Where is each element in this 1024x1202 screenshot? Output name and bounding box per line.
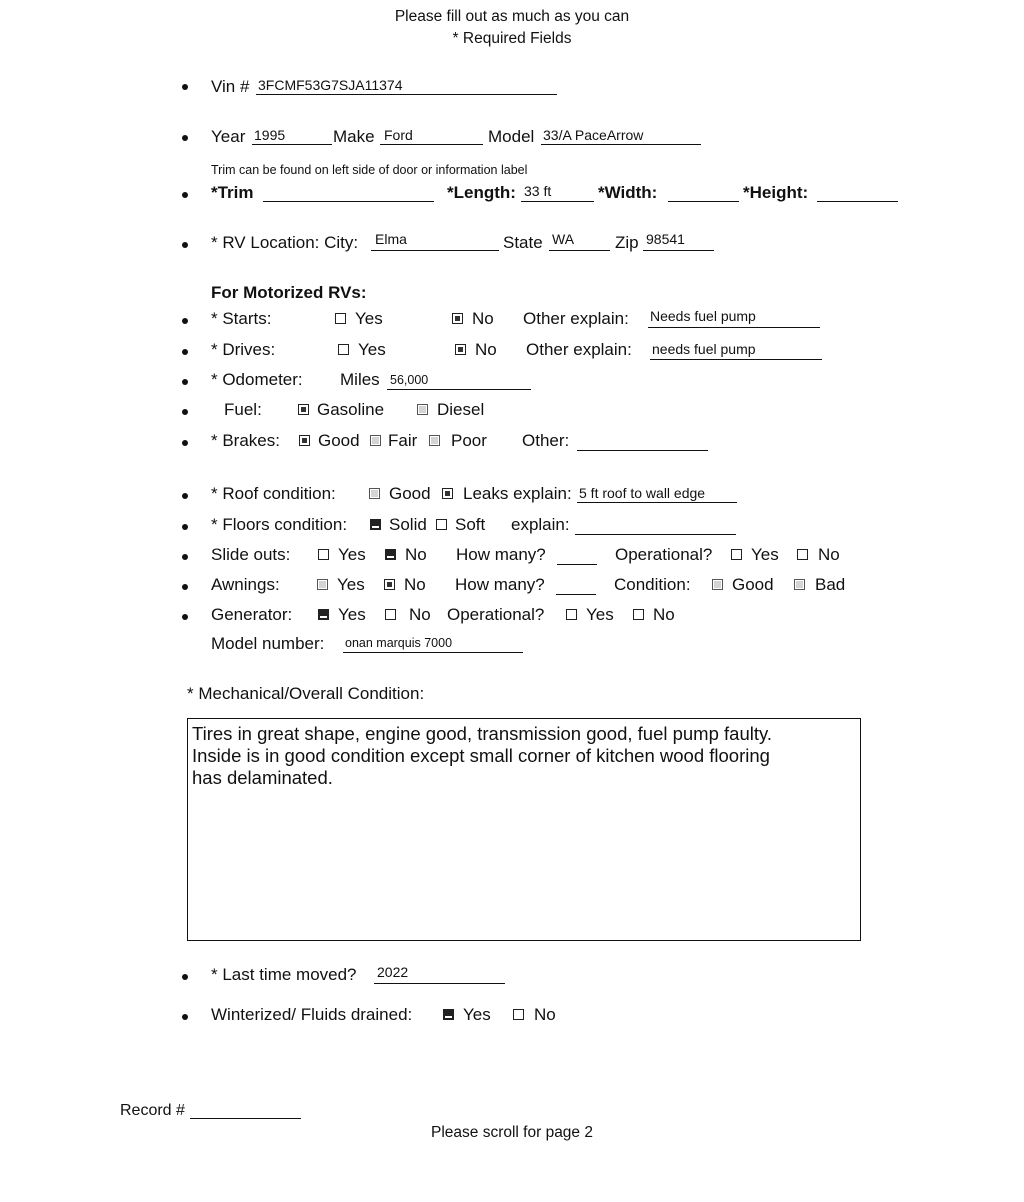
drives-yes-checkbox[interactable] bbox=[338, 344, 349, 355]
roof-leaks-value[interactable]: 5 ft roof to wall edge bbox=[579, 485, 706, 501]
floors-solid-checkbox[interactable] bbox=[370, 519, 381, 530]
bullet bbox=[182, 135, 188, 141]
generator-op-no-label: No bbox=[653, 605, 675, 624]
bullet bbox=[182, 349, 188, 355]
last-moved-value[interactable]: 2022 bbox=[377, 964, 409, 980]
drives-other-value[interactable]: needs fuel pump bbox=[652, 341, 756, 357]
header-line-1: Please fill out as much as you can bbox=[394, 8, 630, 25]
slide-outs-operational-label: Operational? bbox=[615, 545, 713, 564]
bullet bbox=[182, 974, 188, 980]
floors-label: * Floors condition: bbox=[211, 515, 348, 534]
roof-leaks-label: Leaks explain: bbox=[463, 484, 572, 503]
slide-outs-yes-label: Yes bbox=[338, 545, 366, 564]
height-label: *Height: bbox=[743, 183, 809, 202]
trim-field-line[interactable] bbox=[263, 201, 434, 202]
slide-outs-label: Slide outs: bbox=[211, 545, 291, 564]
floors-soft-checkbox[interactable] bbox=[436, 519, 447, 530]
fuel-gasoline-checkbox[interactable] bbox=[298, 404, 309, 415]
starts-no-checkbox[interactable] bbox=[452, 313, 463, 324]
bullet bbox=[182, 614, 188, 620]
floors-explain-line[interactable] bbox=[575, 534, 736, 535]
brakes-good-label: Good bbox=[318, 431, 360, 450]
model-number-value[interactable]: onan marquis 7000 bbox=[345, 636, 453, 650]
trim-label: *Trim bbox=[211, 183, 254, 202]
starts-label: * Starts: bbox=[211, 309, 272, 328]
roof-good-checkbox[interactable] bbox=[369, 488, 380, 499]
drives-other-line bbox=[650, 359, 822, 360]
model-label: Model bbox=[488, 127, 535, 146]
header-line-2: * Required Fields bbox=[452, 30, 572, 47]
slide-outs-no-label: No bbox=[405, 545, 427, 564]
brakes-fair-label: Fair bbox=[388, 431, 418, 450]
awnings-no-checkbox[interactable] bbox=[384, 579, 395, 590]
awnings-label: Awnings: bbox=[211, 575, 280, 594]
width-field-line[interactable] bbox=[668, 201, 739, 202]
bullet bbox=[182, 584, 188, 590]
slide-outs-no-checkbox[interactable] bbox=[385, 549, 396, 560]
fuel-label: Fuel: bbox=[224, 400, 262, 419]
roof-good-label: Good bbox=[389, 484, 431, 503]
drives-label: * Drives: bbox=[211, 340, 276, 359]
vin-value[interactable]: 3FCMF53G7SJA11374 bbox=[258, 77, 403, 93]
miles-label: Miles bbox=[340, 370, 380, 389]
awnings-bad-checkbox[interactable] bbox=[794, 579, 805, 590]
bullet bbox=[182, 554, 188, 560]
length-value[interactable]: 33 ft bbox=[524, 183, 552, 199]
starts-yes-label: Yes bbox=[355, 309, 383, 328]
model-number-label: Model number: bbox=[211, 634, 325, 653]
starts-other-value[interactable]: Needs fuel pump bbox=[650, 308, 756, 324]
last-moved-label: * Last time moved? bbox=[211, 965, 357, 984]
awnings-good-checkbox[interactable] bbox=[712, 579, 723, 590]
zip-value[interactable]: 98541 bbox=[646, 231, 685, 247]
generator-no-label: No bbox=[409, 605, 431, 624]
miles-field-line bbox=[387, 389, 531, 390]
year-field-line bbox=[252, 144, 332, 145]
bullet bbox=[182, 524, 188, 530]
bullet bbox=[182, 242, 188, 248]
bullet bbox=[182, 1014, 188, 1020]
bullet bbox=[182, 440, 188, 446]
bullet bbox=[182, 192, 188, 198]
slide-outs-op-no-checkbox[interactable] bbox=[797, 549, 808, 560]
make-label: Make bbox=[333, 127, 375, 146]
generator-label: Generator: bbox=[211, 605, 293, 624]
fuel-gasoline-label: Gasoline bbox=[317, 400, 385, 419]
slide-outs-yes-checkbox[interactable] bbox=[318, 549, 329, 560]
mechanical-label: * Mechanical/Overall Condition: bbox=[187, 684, 425, 703]
awnings-good-label: Good bbox=[732, 575, 774, 594]
roof-leaks-checkbox[interactable] bbox=[442, 488, 453, 499]
floors-soft-label: Soft bbox=[455, 515, 486, 534]
brakes-poor-label: Poor bbox=[451, 431, 487, 450]
brakes-other-label: Other: bbox=[522, 431, 570, 450]
slide-outs-how-many-label: How many? bbox=[456, 545, 546, 564]
length-field-line bbox=[521, 201, 594, 202]
state-field-line bbox=[549, 250, 610, 251]
width-label: *Width: bbox=[598, 183, 658, 202]
bullet bbox=[182, 84, 188, 90]
drives-other-label: Other explain: bbox=[526, 340, 632, 359]
bullet bbox=[182, 318, 188, 324]
miles-value[interactable]: 56,000 bbox=[390, 373, 429, 387]
city-field-line bbox=[371, 250, 499, 251]
generator-op-yes-label: Yes bbox=[586, 605, 614, 624]
awnings-how-many-line[interactable] bbox=[556, 594, 596, 595]
fuel-diesel-label: Diesel bbox=[437, 400, 485, 419]
model-field-line bbox=[541, 144, 701, 145]
brakes-label: * Brakes: bbox=[211, 431, 280, 450]
location-label: * RV Location: City: bbox=[211, 233, 359, 252]
brakes-poor-checkbox[interactable] bbox=[429, 435, 440, 446]
zip-field-line bbox=[643, 250, 714, 251]
bullet bbox=[182, 409, 188, 415]
odometer-label: * Odometer: bbox=[211, 370, 303, 389]
vin-label: Vin # bbox=[211, 77, 250, 96]
generator-operational-label: Operational? bbox=[447, 605, 545, 624]
city-value[interactable]: Elma bbox=[375, 231, 407, 247]
generator-op-no-checkbox[interactable] bbox=[633, 609, 644, 620]
fuel-diesel-checkbox[interactable] bbox=[417, 404, 428, 415]
generator-no-checkbox[interactable] bbox=[385, 609, 396, 620]
height-field-line[interactable] bbox=[817, 201, 898, 202]
make-value[interactable]: Ford bbox=[384, 127, 413, 143]
winterized-no-label: No bbox=[534, 1005, 556, 1024]
bullet bbox=[182, 493, 188, 499]
mechanical-textarea[interactable] bbox=[187, 718, 861, 941]
brakes-fair-checkbox[interactable] bbox=[370, 435, 381, 446]
slide-outs-how-many-line[interactable] bbox=[557, 564, 597, 565]
vin-field-line bbox=[256, 94, 557, 95]
generator-yes-label: Yes bbox=[338, 605, 366, 624]
generator-op-yes-checkbox[interactable] bbox=[566, 609, 577, 620]
awnings-how-many-label: How many? bbox=[455, 575, 545, 594]
state-label: State bbox=[503, 233, 543, 252]
drives-no-label: No bbox=[475, 340, 497, 359]
slide-outs-op-yes-label: Yes bbox=[751, 545, 779, 564]
last-moved-line bbox=[374, 983, 505, 984]
awnings-bad-label: Bad bbox=[815, 575, 846, 594]
zip-label: Zip bbox=[615, 233, 639, 252]
awnings-no-label: No bbox=[404, 575, 426, 594]
footer-text: Please scroll for page 2 bbox=[431, 1124, 593, 1141]
slide-outs-op-no-label: No bbox=[818, 545, 840, 564]
drives-yes-label: Yes bbox=[358, 340, 386, 359]
winterized-no-checkbox[interactable] bbox=[513, 1009, 524, 1020]
generator-yes-checkbox[interactable] bbox=[318, 609, 329, 620]
bullet bbox=[182, 379, 188, 385]
state-value[interactable]: WA bbox=[552, 231, 575, 247]
starts-no-label: No bbox=[472, 309, 494, 328]
starts-other-label: Other explain: bbox=[523, 309, 629, 328]
floors-explain-label: explain: bbox=[511, 515, 570, 534]
awnings-yes-checkbox[interactable] bbox=[317, 579, 328, 590]
starts-other-line bbox=[648, 327, 820, 328]
awnings-yes-label: Yes bbox=[337, 575, 365, 594]
model-value[interactable]: 33/A PaceArrow bbox=[543, 127, 644, 143]
roof-leaks-line bbox=[577, 502, 737, 503]
brakes-other-line[interactable] bbox=[577, 450, 708, 451]
model-number-line bbox=[343, 652, 523, 653]
trim-note: Trim can be found on left side of door or information label bbox=[211, 163, 528, 177]
year-value[interactable]: 1995 bbox=[254, 127, 286, 143]
brakes-good-checkbox[interactable] bbox=[299, 435, 310, 446]
winterized-yes-label: Yes bbox=[463, 1005, 491, 1024]
awnings-condition-label: Condition: bbox=[614, 575, 691, 594]
slide-outs-op-yes-checkbox[interactable] bbox=[731, 549, 742, 560]
mechanical-text: Tires in great shape, engine good, transmission good, fuel pump faulty. Inside is in good condition except small corner of kitchen wood flooring has delaminated. bbox=[192, 723, 773, 788]
floors-solid-label: Solid bbox=[389, 515, 427, 534]
winterized-label: Winterized/ Fluids drained: bbox=[211, 1005, 413, 1024]
drives-no-checkbox[interactable] bbox=[455, 344, 466, 355]
record-field-line[interactable] bbox=[190, 1118, 301, 1119]
motorized-heading: For Motorized RVs: bbox=[211, 283, 367, 302]
record-label: Record # bbox=[120, 1102, 185, 1119]
length-label: *Length: bbox=[447, 183, 516, 202]
winterized-yes-checkbox[interactable] bbox=[443, 1009, 454, 1020]
roof-label: * Roof condition: bbox=[211, 484, 336, 503]
starts-yes-checkbox[interactable] bbox=[335, 313, 346, 324]
make-field-line bbox=[380, 144, 483, 145]
year-label: Year bbox=[211, 127, 246, 146]
